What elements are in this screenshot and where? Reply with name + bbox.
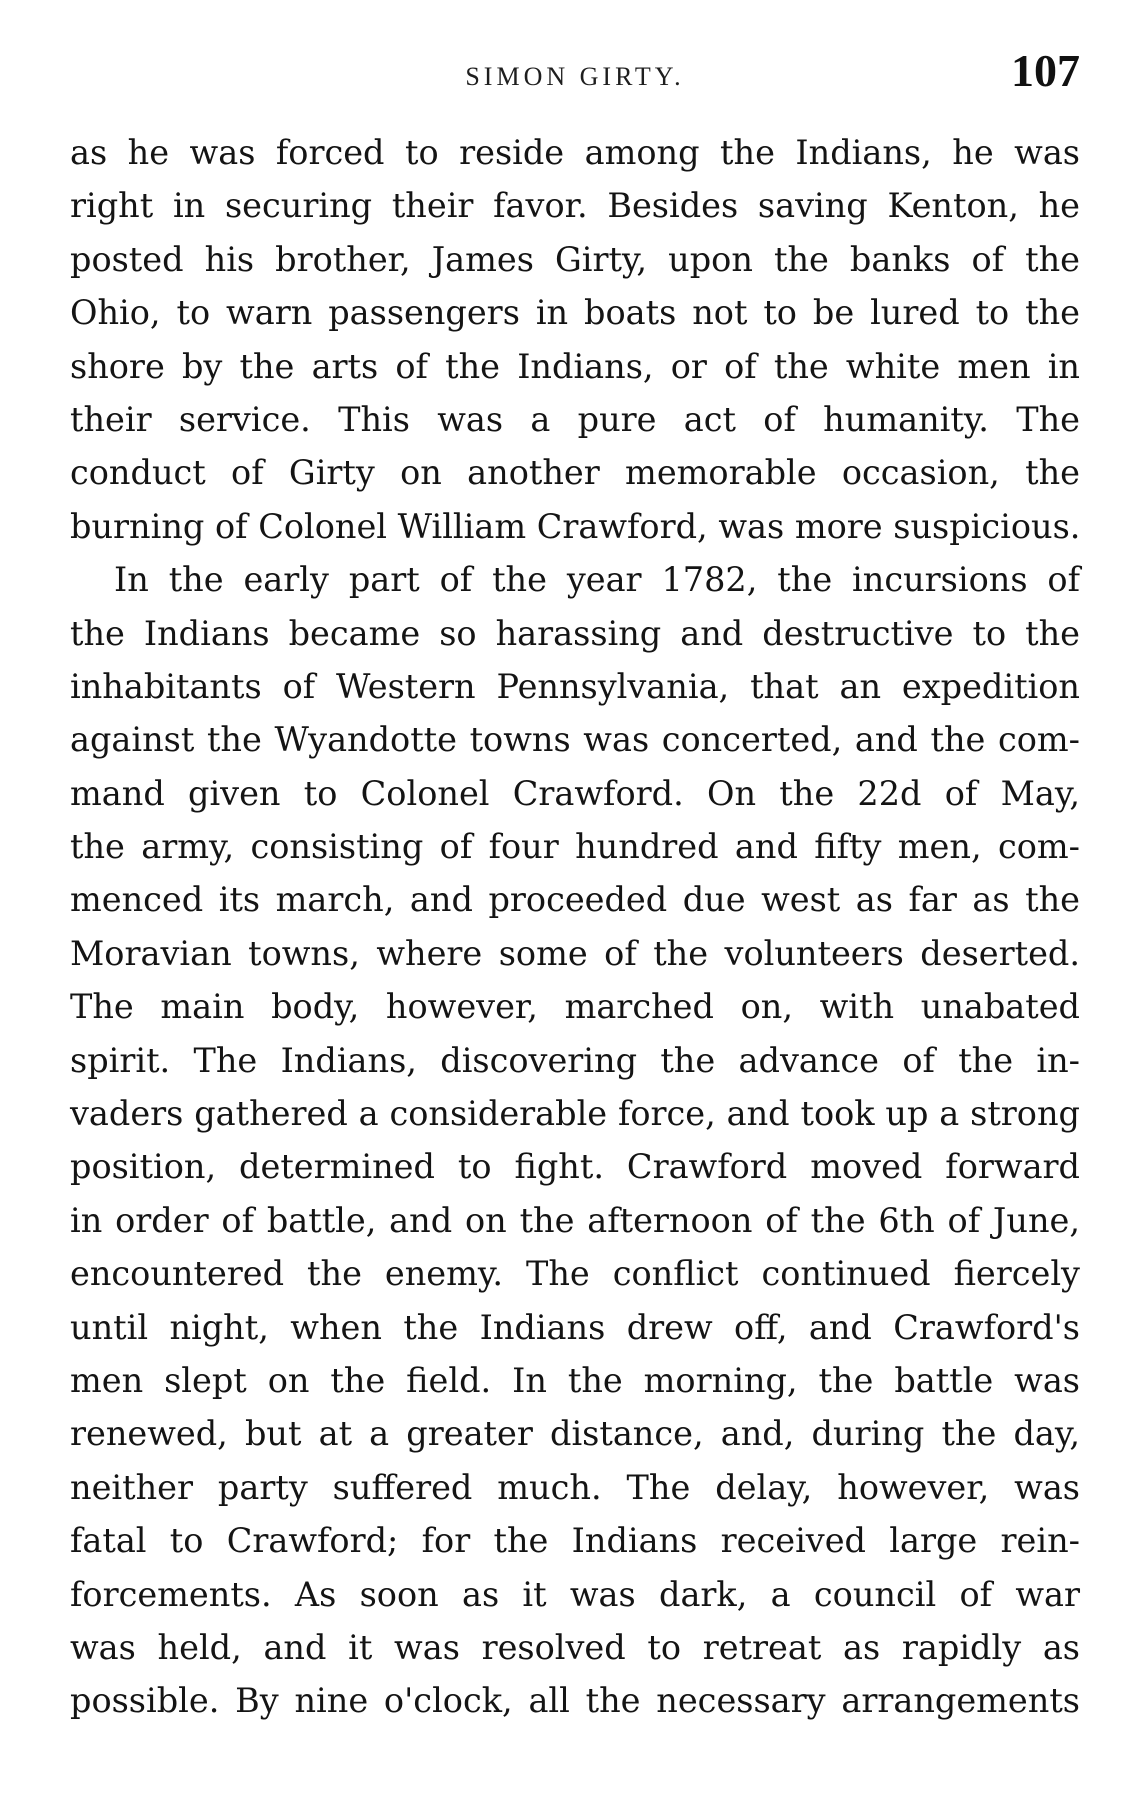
text-line: conduct of Girty on another memorable occasion, the: [70, 453, 1080, 493]
text-line: encountered the enemy. The conflict continued fiercely: [70, 1254, 1080, 1294]
running-title: SIMON GIRTY.: [465, 62, 685, 91]
text-line: renewed, but at a greater distance, and, during the day,: [70, 1414, 1080, 1454]
text-line: the army, consisting of four hundred and fifty men, com-: [70, 827, 1080, 867]
text-line: possible. By nine o'clock, all the necessary arrangements: [70, 1681, 1080, 1721]
text-line: until night, when the Indians drew off, and Crawford's: [70, 1307, 1080, 1347]
text-line: vaders gathered a considerable force, and took up a strong: [70, 1094, 1080, 1134]
text-line: burning of Colonel William Crawford, was more suspicious.: [70, 506, 1081, 546]
text-line: shore by the arts of the Indians, or of the white men in: [70, 346, 1080, 386]
text-line: fatal to Crawford; for the Indians received large rein-: [70, 1521, 1080, 1561]
text-line: menced its march, and proceeded due west as far as the: [70, 880, 1080, 920]
page-number: 107: [1011, 45, 1080, 96]
body-text: [70, 126, 1080, 1728]
text-line: Moravian towns, where some of the volunteers deserted.: [70, 933, 1080, 973]
text-line: right in securing their favor. Besides saving Kenton, he: [70, 186, 1080, 226]
text-line: mand given to Colonel Crawford. On the 22d of May,: [70, 773, 1080, 813]
text-line: men slept on the field. In the morning, the battle was: [70, 1360, 1080, 1400]
text-line: position, determined to fight. Crawford moved forward: [70, 1147, 1080, 1187]
text-line: spirit. The Indians, discovering the advance of the in-: [70, 1040, 1080, 1080]
text-line: The main body, however, marched on, with unabated: [70, 987, 1080, 1027]
running-head: [70, 44, 1080, 104]
text-line: their service. This was a pure act of humanity. The: [70, 399, 1080, 439]
text-line: Ohio, to warn passengers in boats not to be lured to the: [70, 293, 1080, 333]
text-line: was held, and it was resolved to retreat as rapidly as: [70, 1627, 1080, 1667]
text-line: against the Wyandotte towns was concerted, and the com-: [70, 720, 1080, 760]
text-line: as he was forced to reside among the Indians, he was: [70, 133, 1080, 172]
paragraph-first-line: In the early part of the year 1782, the incursions of: [114, 560, 1080, 600]
text-line: the Indians became so harassing and destructive to the: [70, 613, 1080, 653]
text-line: in order of battle, and on the afternoon of the 6th of June,: [70, 1200, 1080, 1240]
text-line: neither party suffered much. The delay, however, was: [70, 1467, 1080, 1507]
text-line: posted his brother, James Girty, upon the banks of the: [70, 239, 1080, 279]
text-line: inhabitants of Western Pennsylvania, that an expedition: [70, 666, 1080, 706]
text-line: forcements. As soon as it was dark, a council of war: [70, 1574, 1080, 1614]
